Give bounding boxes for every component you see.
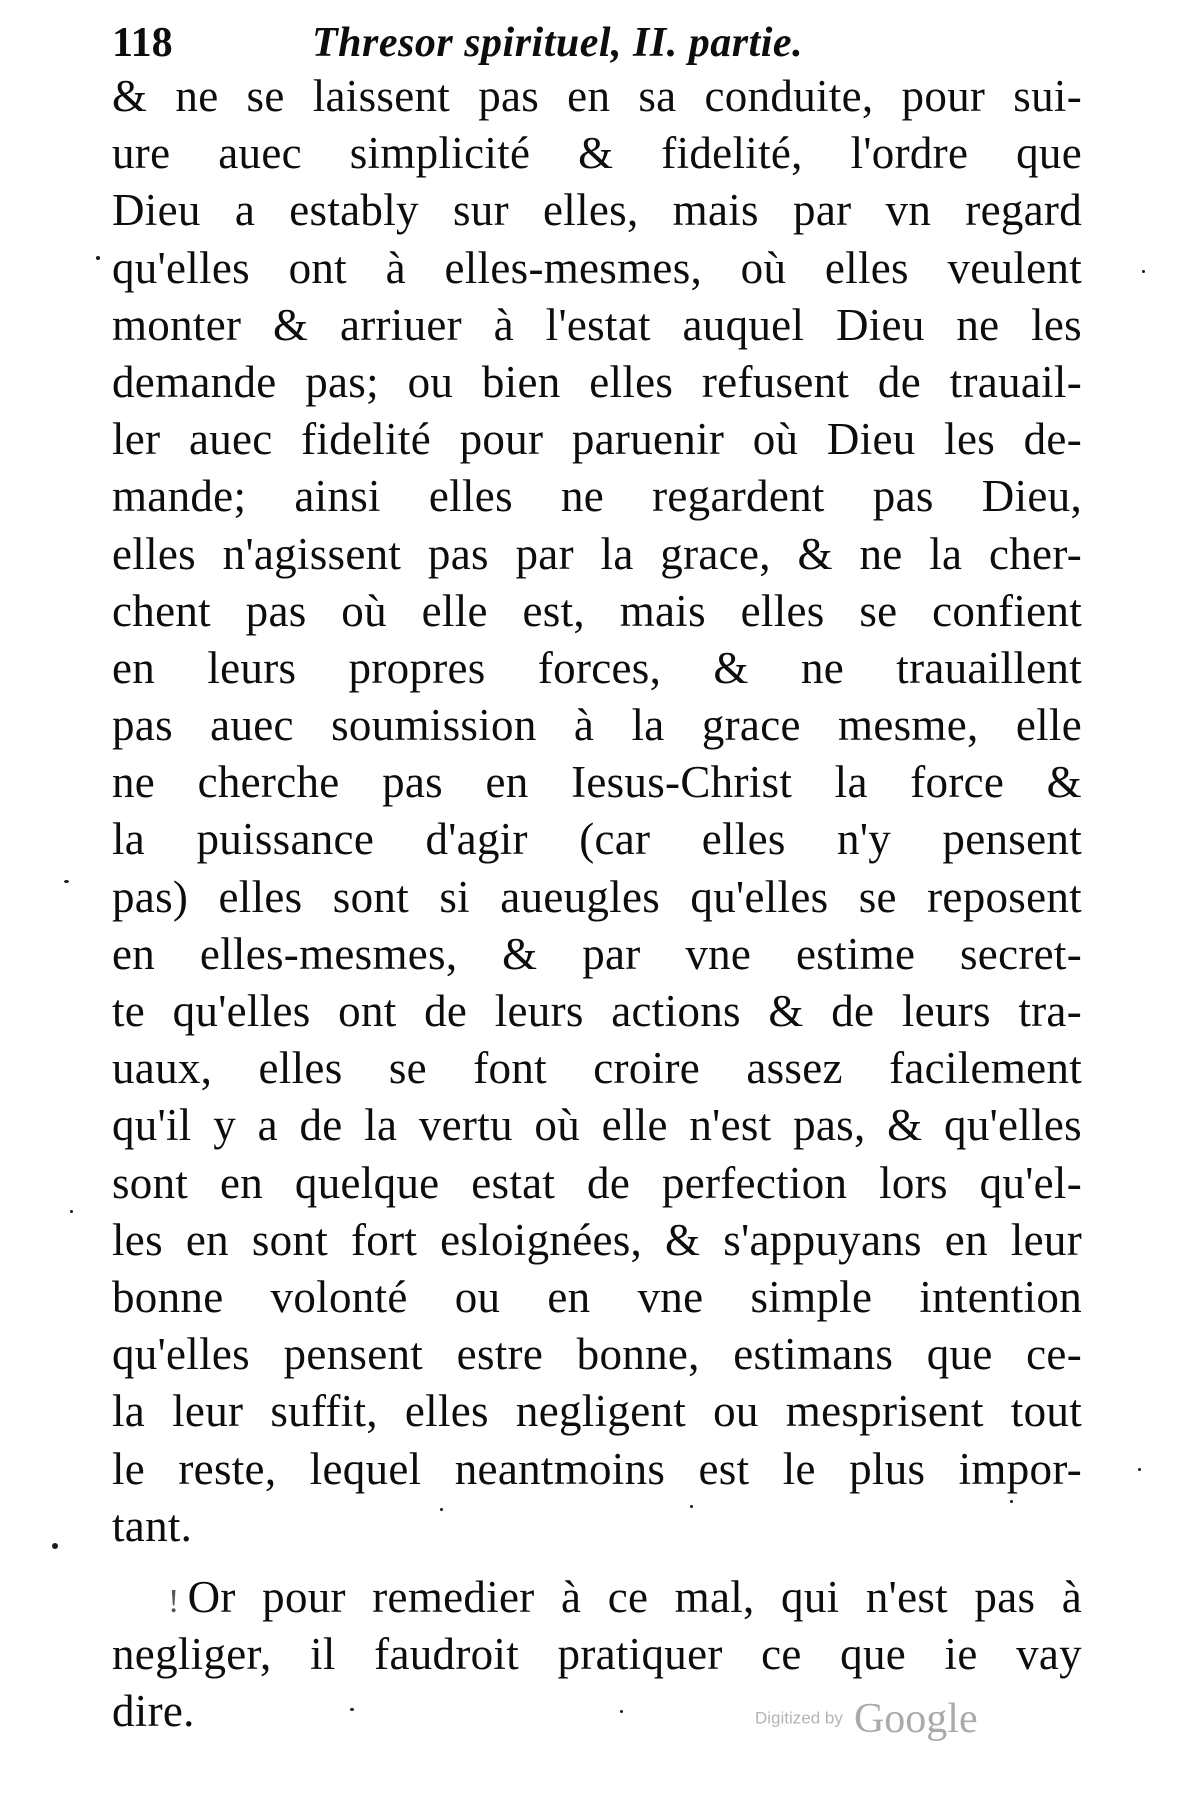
text-line	[112, 1569, 1082, 1626]
running-title: Thresor spirituel, II. partie.	[312, 20, 804, 66]
text-line: dire.	[112, 1686, 195, 1737]
google-logo: Google	[853, 1695, 978, 1742]
scan-speck	[620, 1710, 623, 1713]
text-line: ler auec fidelité pour paruenir où Dieu les de-	[112, 414, 1082, 465]
text-line: chent pas où elle est, mais elles se confient	[112, 585, 1082, 636]
text-line: uaux, elles se font croire assez facilement	[112, 1043, 1082, 1094]
text-line: ure auec simplicité & fidelité, l'ordre que	[112, 128, 1082, 179]
text-line: te qu'elles ont de leurs actions & de leurs tra-	[112, 986, 1082, 1036]
text-line: le reste, lequel neantmoins est le plus impor-	[112, 1443, 1082, 1494]
text-line: ne cherche pas en Iesus-Christ la force &	[112, 757, 1082, 808]
text-line: elles n'agissent pas par la grace, & ne la cher-	[112, 528, 1082, 579]
text-line: pas) elles sont si aueugles qu'elles se reposent	[112, 871, 1082, 922]
text-line: Dieu a estably sur elles, mais par vn regard	[112, 185, 1082, 236]
text-line: en leurs propres forces, & ne trauaillent	[112, 642, 1082, 693]
text-line: les en sont fort esloignées, & s'appuyans en leur	[112, 1214, 1082, 1265]
text-line: bonne volonté ou en vne simple intention	[112, 1271, 1082, 1322]
running-header	[112, 18, 872, 68]
watermark-prefix: Digitized by	[755, 1708, 843, 1728]
text-line: negliger, il faudroit pratiquer ce que ie vay	[112, 1629, 1082, 1680]
text-line: qu'elles pensent estre bonne, estimans que ce-	[112, 1329, 1082, 1380]
digitization-watermark	[755, 1693, 978, 1743]
text-line: tant.	[112, 1500, 193, 1551]
page-number: 118	[112, 20, 173, 66]
body-text	[112, 68, 1082, 1740]
scan-speck	[1010, 1500, 1013, 1503]
scan-speck	[96, 256, 100, 260]
text-line: la puissance d'agir (car elles n'y pensent	[112, 814, 1082, 865]
paragraph-1	[112, 68, 1082, 1555]
text-line: en elles-mesmes, & par vne estime secret-	[112, 928, 1082, 979]
scan-speck	[70, 1210, 73, 1213]
text-line-content: Or pour remedier à ce mal, qui n'est pas à	[187, 1571, 1082, 1622]
text-line: monter & arriuer à l'estat auquel Dieu ne les	[112, 299, 1082, 350]
scan-speck	[52, 1543, 58, 1549]
text-line: demande pas; ou bien elles refusent de trauail-	[112, 356, 1082, 407]
paragraph-mark: !	[168, 1582, 180, 1620]
scan-speck	[690, 1505, 693, 1508]
scan-speck	[64, 880, 69, 883]
text-line: pas auec soumission à la grace mesme, elle	[112, 700, 1082, 751]
text-line: la leur suffit, elles negligent ou mesprisent tout	[112, 1386, 1082, 1437]
text-line: mande; ainsi elles ne regardent pas Dieu,	[112, 471, 1082, 522]
text-line: & ne se laissent pas en sa conduite, pour sui-	[112, 71, 1082, 121]
text-line: sont en quelque estat de perfection lors qu'el-	[112, 1157, 1082, 1208]
scan-speck	[1142, 270, 1145, 273]
scan-speck	[440, 1508, 443, 1511]
text-line: qu'elles ont à elles-mesmes, où elles veulent	[112, 242, 1082, 293]
scan-speck	[350, 1708, 354, 1711]
scan-speck	[1138, 1468, 1141, 1471]
text-line: qu'il y a de la vertu où elle n'est pas, & qu'elles	[112, 1100, 1082, 1151]
